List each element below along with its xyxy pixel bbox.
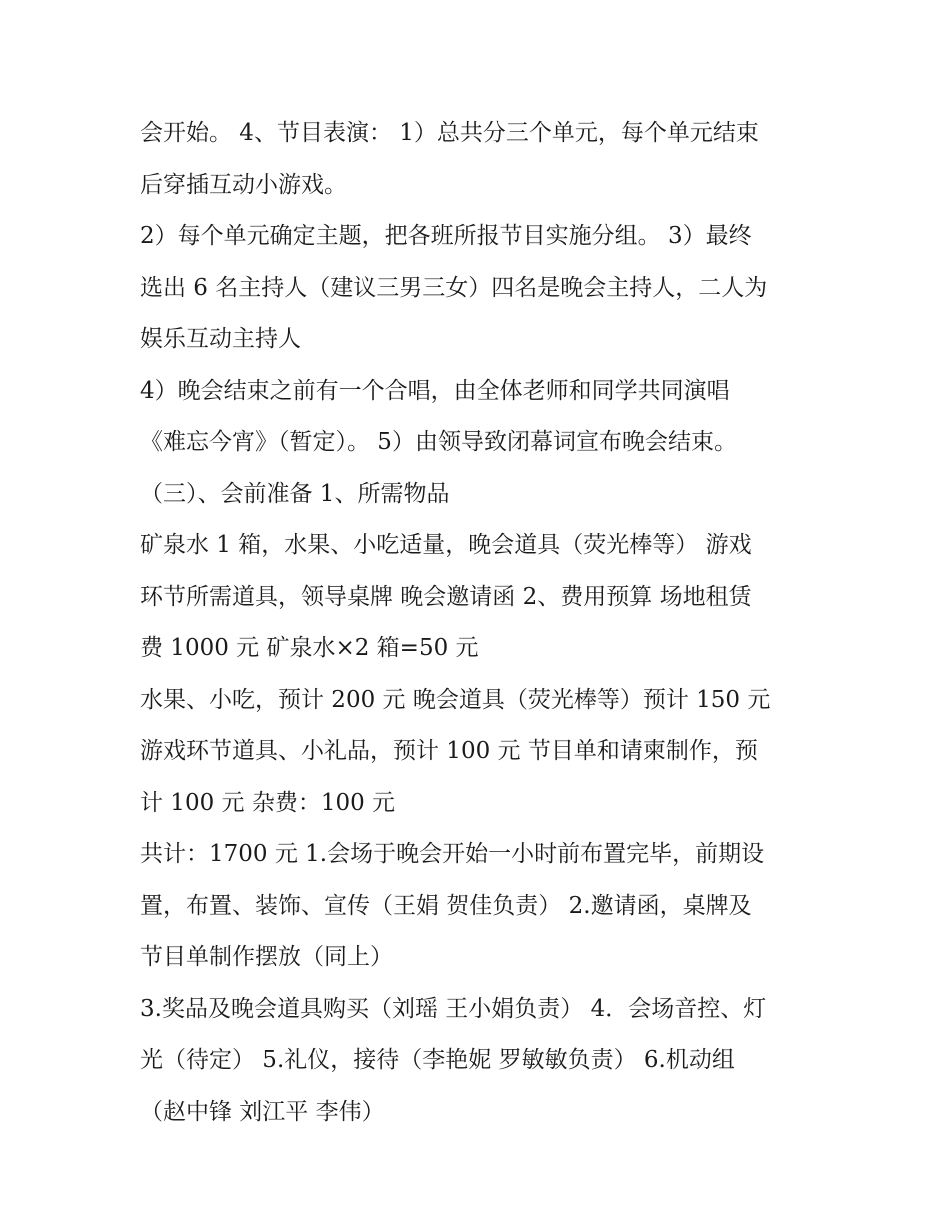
text-line: 置，布置、装饰、宣传（王娟 贺佳负责） 2.邀请函，桌牌及 [140,892,752,919]
text-line: 水果、小吃，预计 200 元 晚会道具（荧光棒等）预计 150 元 [140,686,771,713]
text-line: 游戏环节道具、小礼品，预计 100 元 节目单和请柬制作，预 [140,738,758,764]
text-line: 共计：1700 元 1.会场于晚会开始一小时前布置完毕，前期设 [140,841,765,867]
text-line: （赵中锋 刘江平 李伟） [140,1098,385,1125]
text-line: 光（待定） 5.礼仪，接待（李艳妮 罗敏敏负责） 6.机动组 [140,1047,735,1073]
document-body [140,108,830,1138]
text-line: 节目单制作摆放（同上） [140,944,393,970]
section-heading: （三）、会前准备 1、所需物品 [140,480,450,507]
text-line: 后穿插互动小游戏。 [140,171,347,198]
text-line: 矿泉水 1 箱，水果、小吃适量，晚会道具（荧光棒等） 游戏 [140,532,752,558]
text-line: 3.奖品及晚会道具购买（刘瑶 王小娟负责） 4．会场音控、灯 [140,995,767,1022]
text-line: 娱乐互动主持人 [140,326,301,352]
text-line: 计 100 元 杂费：100 元 [140,789,396,816]
text-line: 费 1000 元 矿泉水×2 箱=50 元 [140,635,479,661]
text-line: 2）每个单元确定主题，把各班所报节目实施分组。 3）最终 [140,223,752,249]
text-line: 《难忘今宵》（暂定）。 5）由领导致闭幕词宣布晚会结束。 [140,429,737,455]
text-line: 4）晚会结束之前有一个合唱，由全体老师和同学共同演唱 [140,377,730,404]
text-line: 会开始。 4、节目表演： 1）总共分三个单元，每个单元结束 [140,120,759,146]
text-line: 选出 6 名主持人（建议三男三女）四名是晚会主持人，二人为 [140,274,768,301]
text-line: 环节所需道具，领导桌牌 晚会邀请函 2、费用预算 场地租赁 [140,583,752,610]
